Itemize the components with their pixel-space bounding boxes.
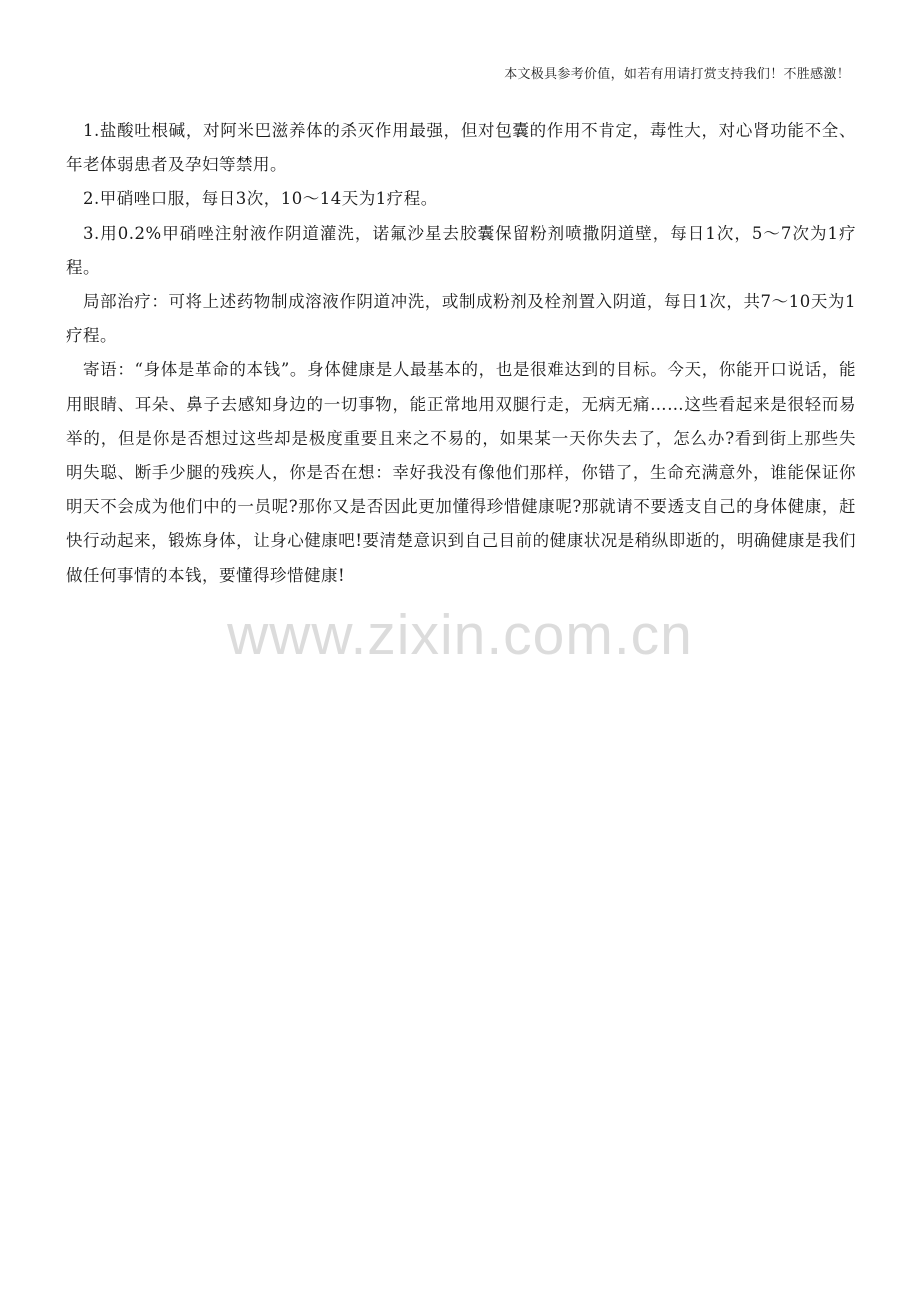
paragraph-local-treatment: 局部治疗：可将上述药物制成溶液作阴道冲洗，或制成粉剂及栓剂置入阴道，每日1次，共7～10天为1疗程。 xyxy=(66,292,856,346)
paragraph-treatment-3: 3.用0.2%甲硝唑注射液作阴道灌洗，诺氟沙星去胶囊保留粉剂喷撒阴道壁，每日1次，5～7次为1疗程。 xyxy=(66,223,856,277)
watermark: www.zixin.com.cn xyxy=(227,603,693,667)
paragraph-message: 寄语：“身体是革命的本钱”。身体健康是人最基本的，也是很难达到的目标。今天，你能开口说话，能用眼睛、耳朵、鼻子去感知身边的一切事物，能正常地用双腿行走，无病无痛……这些看起来是很轻而易举的，但是你是否想过这些却是极度重要且来之不易的，如果某一天你失去了，怎么办?看到街上那些失明失聪、断手少腿的残疾人，你是否在想：幸好我没有像他们那样，你错了，生命充满意外，谁能保证你明天不会成为他们中的一员呢?那你又是否因此更加懂得珍惜健康呢?那就请不要透支自己的身体健康，赶快行动起来，锻炼身体，让身心健康吧!要清楚意识到自己目前的健康状况是稍纵即逝的，明确健康是我们做任何事情的本钱，要懂得珍惜健康! xyxy=(66,360,856,585)
paragraph-treatment-2: 2.甲硝唑口服，每日3次，10～14天为1疗程。 xyxy=(83,189,438,209)
header-note: 本文极具参考价值，如若有用请打赏支持我们！不胜感激！ xyxy=(504,67,850,82)
paragraph-treatment-1: 1.盐酸吐根碱，对阿米巴滋养体的杀灭作用最强，但对包囊的作用不肯定，毒性大，对心肾功能不全、年老体弱患者及孕妇等禁用。 xyxy=(66,121,856,175)
document-body xyxy=(66,114,856,593)
